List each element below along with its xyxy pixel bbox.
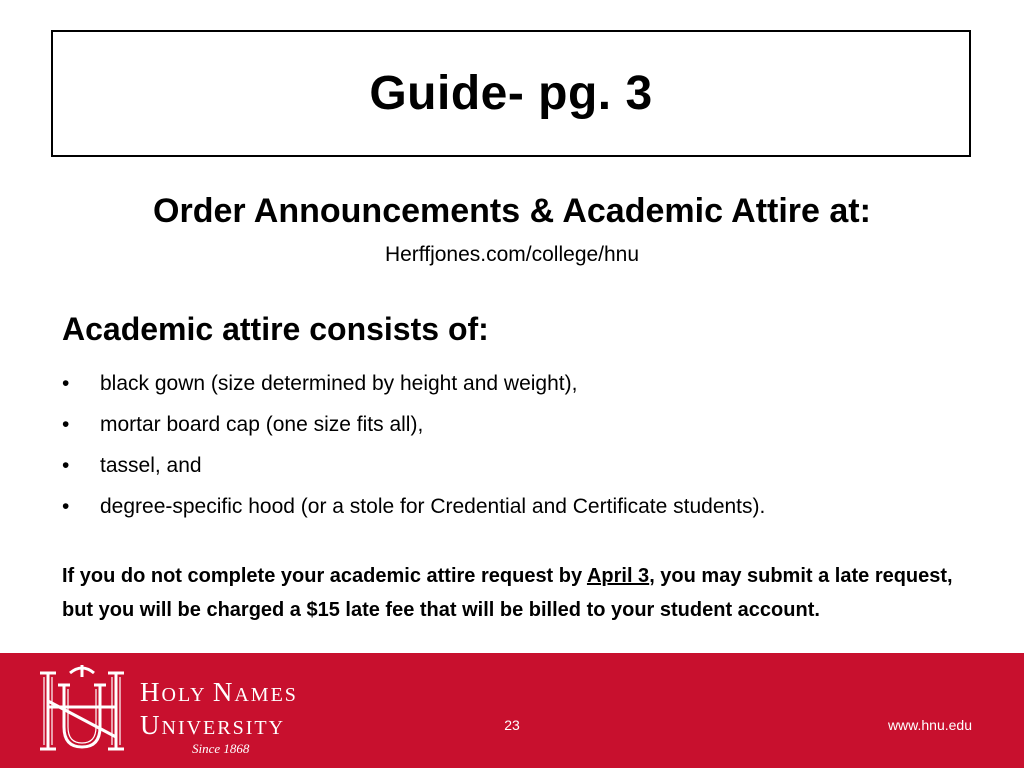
- deadline-date: April 3: [586, 565, 650, 587]
- hnu-monogram-icon: [30, 661, 134, 761]
- notice-text-before: If you do not complete your academic attire request by: [62, 565, 587, 587]
- university-name-line2: UNIVERSITY: [140, 710, 286, 740]
- since-year: Since 1868: [192, 741, 250, 756]
- slide-title: Guide- pg. 3: [369, 67, 653, 120]
- list-item: [62, 493, 992, 534]
- page-number: 23: [504, 717, 520, 733]
- bullet-icon: •: [62, 413, 70, 436]
- order-heading: Order Announcements & Academic Attire at:: [153, 192, 871, 230]
- footer-bar: [0, 653, 1024, 768]
- notice-text-after: , you may submit a late request, but you will be charged a $15 late fee that will be billed to your student account.: [62, 565, 953, 621]
- attire-list: [62, 370, 992, 534]
- list-item: [62, 411, 992, 452]
- list-item-text: degree-specific hood (or a stole for Credential and Certificate students).: [100, 495, 766, 518]
- university-name: [140, 677, 298, 743]
- list-item-text: mortar board cap (one size fits all),: [100, 413, 424, 436]
- list-item-text: tassel, and: [100, 454, 202, 477]
- list-item: [62, 370, 992, 411]
- university-name-line1: HOLY NAMES: [140, 677, 298, 707]
- list-item-text: black gown (size determined by height and weight),: [100, 372, 578, 395]
- bullet-icon: •: [62, 372, 70, 395]
- bullet-icon: •: [62, 495, 70, 518]
- website-url[interactable]: www.hnu.edu: [887, 717, 972, 733]
- list-item: [62, 452, 992, 493]
- order-url: Herffjones.com/college/hnu: [384, 243, 640, 266]
- late-fee-notice: [62, 559, 962, 627]
- title-box: [51, 30, 971, 157]
- bullet-icon: •: [62, 454, 70, 477]
- attire-heading: Academic attire consists of:: [62, 311, 489, 347]
